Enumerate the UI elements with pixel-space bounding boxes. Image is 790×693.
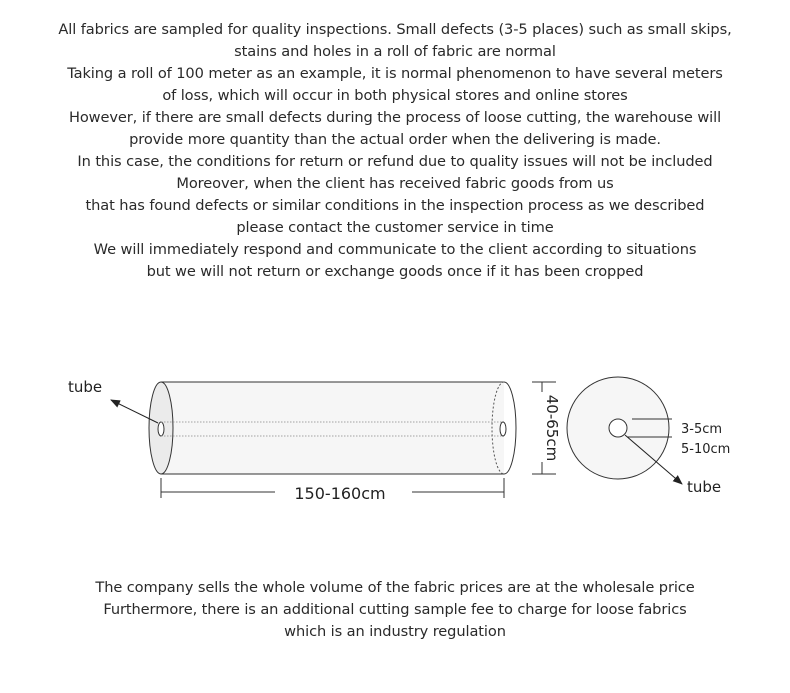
notice-line: but we will not return or exchange goods once if it has been cropped <box>146 263 644 280</box>
notice-line: Moreover, when the client has received fabric goods from us <box>176 175 614 192</box>
tube-label: tube <box>68 378 103 396</box>
notice-line: All fabrics are sampled for quality inspections. Small defects (3-5 places) such as small skips, <box>58 21 732 38</box>
roll-side-view <box>68 378 561 503</box>
notice-line: We will immediately respond and communicate to the client according to situations <box>93 241 697 258</box>
tube-right-end <box>500 422 506 436</box>
roll-end-view <box>567 377 730 496</box>
notice-line: that has found defects or similar conditions in the inspection process as we described <box>85 197 705 214</box>
tube-label-end: tube <box>687 478 722 496</box>
tube-end-circle <box>609 419 627 437</box>
notice-line: provide more quantity than the actual order when the delivering is made. <box>129 131 661 148</box>
notice-line: of loss, which will occur in both physical stores and online stores <box>162 87 628 104</box>
notice-line: In this case, the conditions for return or refund due to quality issues will not be included <box>77 153 713 170</box>
footer-line: Furthermore, there is an additional cutting sample fee to charge for loose fabrics <box>103 601 687 618</box>
pricing-notice <box>20 577 770 643</box>
roll-body <box>161 382 504 474</box>
notice-line: please contact the customer service in time <box>236 219 554 236</box>
diameter-label: 40-65cm <box>543 394 561 462</box>
footer-line: which is an industry regulation <box>284 623 506 640</box>
notice-line: Taking a roll of 100 meter as an example, it is normal phenomenon to have several meters <box>67 65 723 82</box>
length-label: 150-160cm <box>294 484 386 503</box>
footer-line: The company sells the whole volume of the fabric prices are at the wholesale price <box>95 579 695 596</box>
quality-notice <box>20 19 770 283</box>
notice-line: stains and holes in a roll of fabric are normal <box>234 43 556 60</box>
roll-diameter-label: 5-10cm <box>681 442 731 457</box>
tube-left-end <box>158 422 164 436</box>
notice-line: However, if there are small defects during the process of loose cutting, the warehouse will <box>68 109 722 126</box>
fabric-roll-diagram <box>0 360 790 520</box>
tube-diameter-label: 3-5cm <box>681 422 723 437</box>
